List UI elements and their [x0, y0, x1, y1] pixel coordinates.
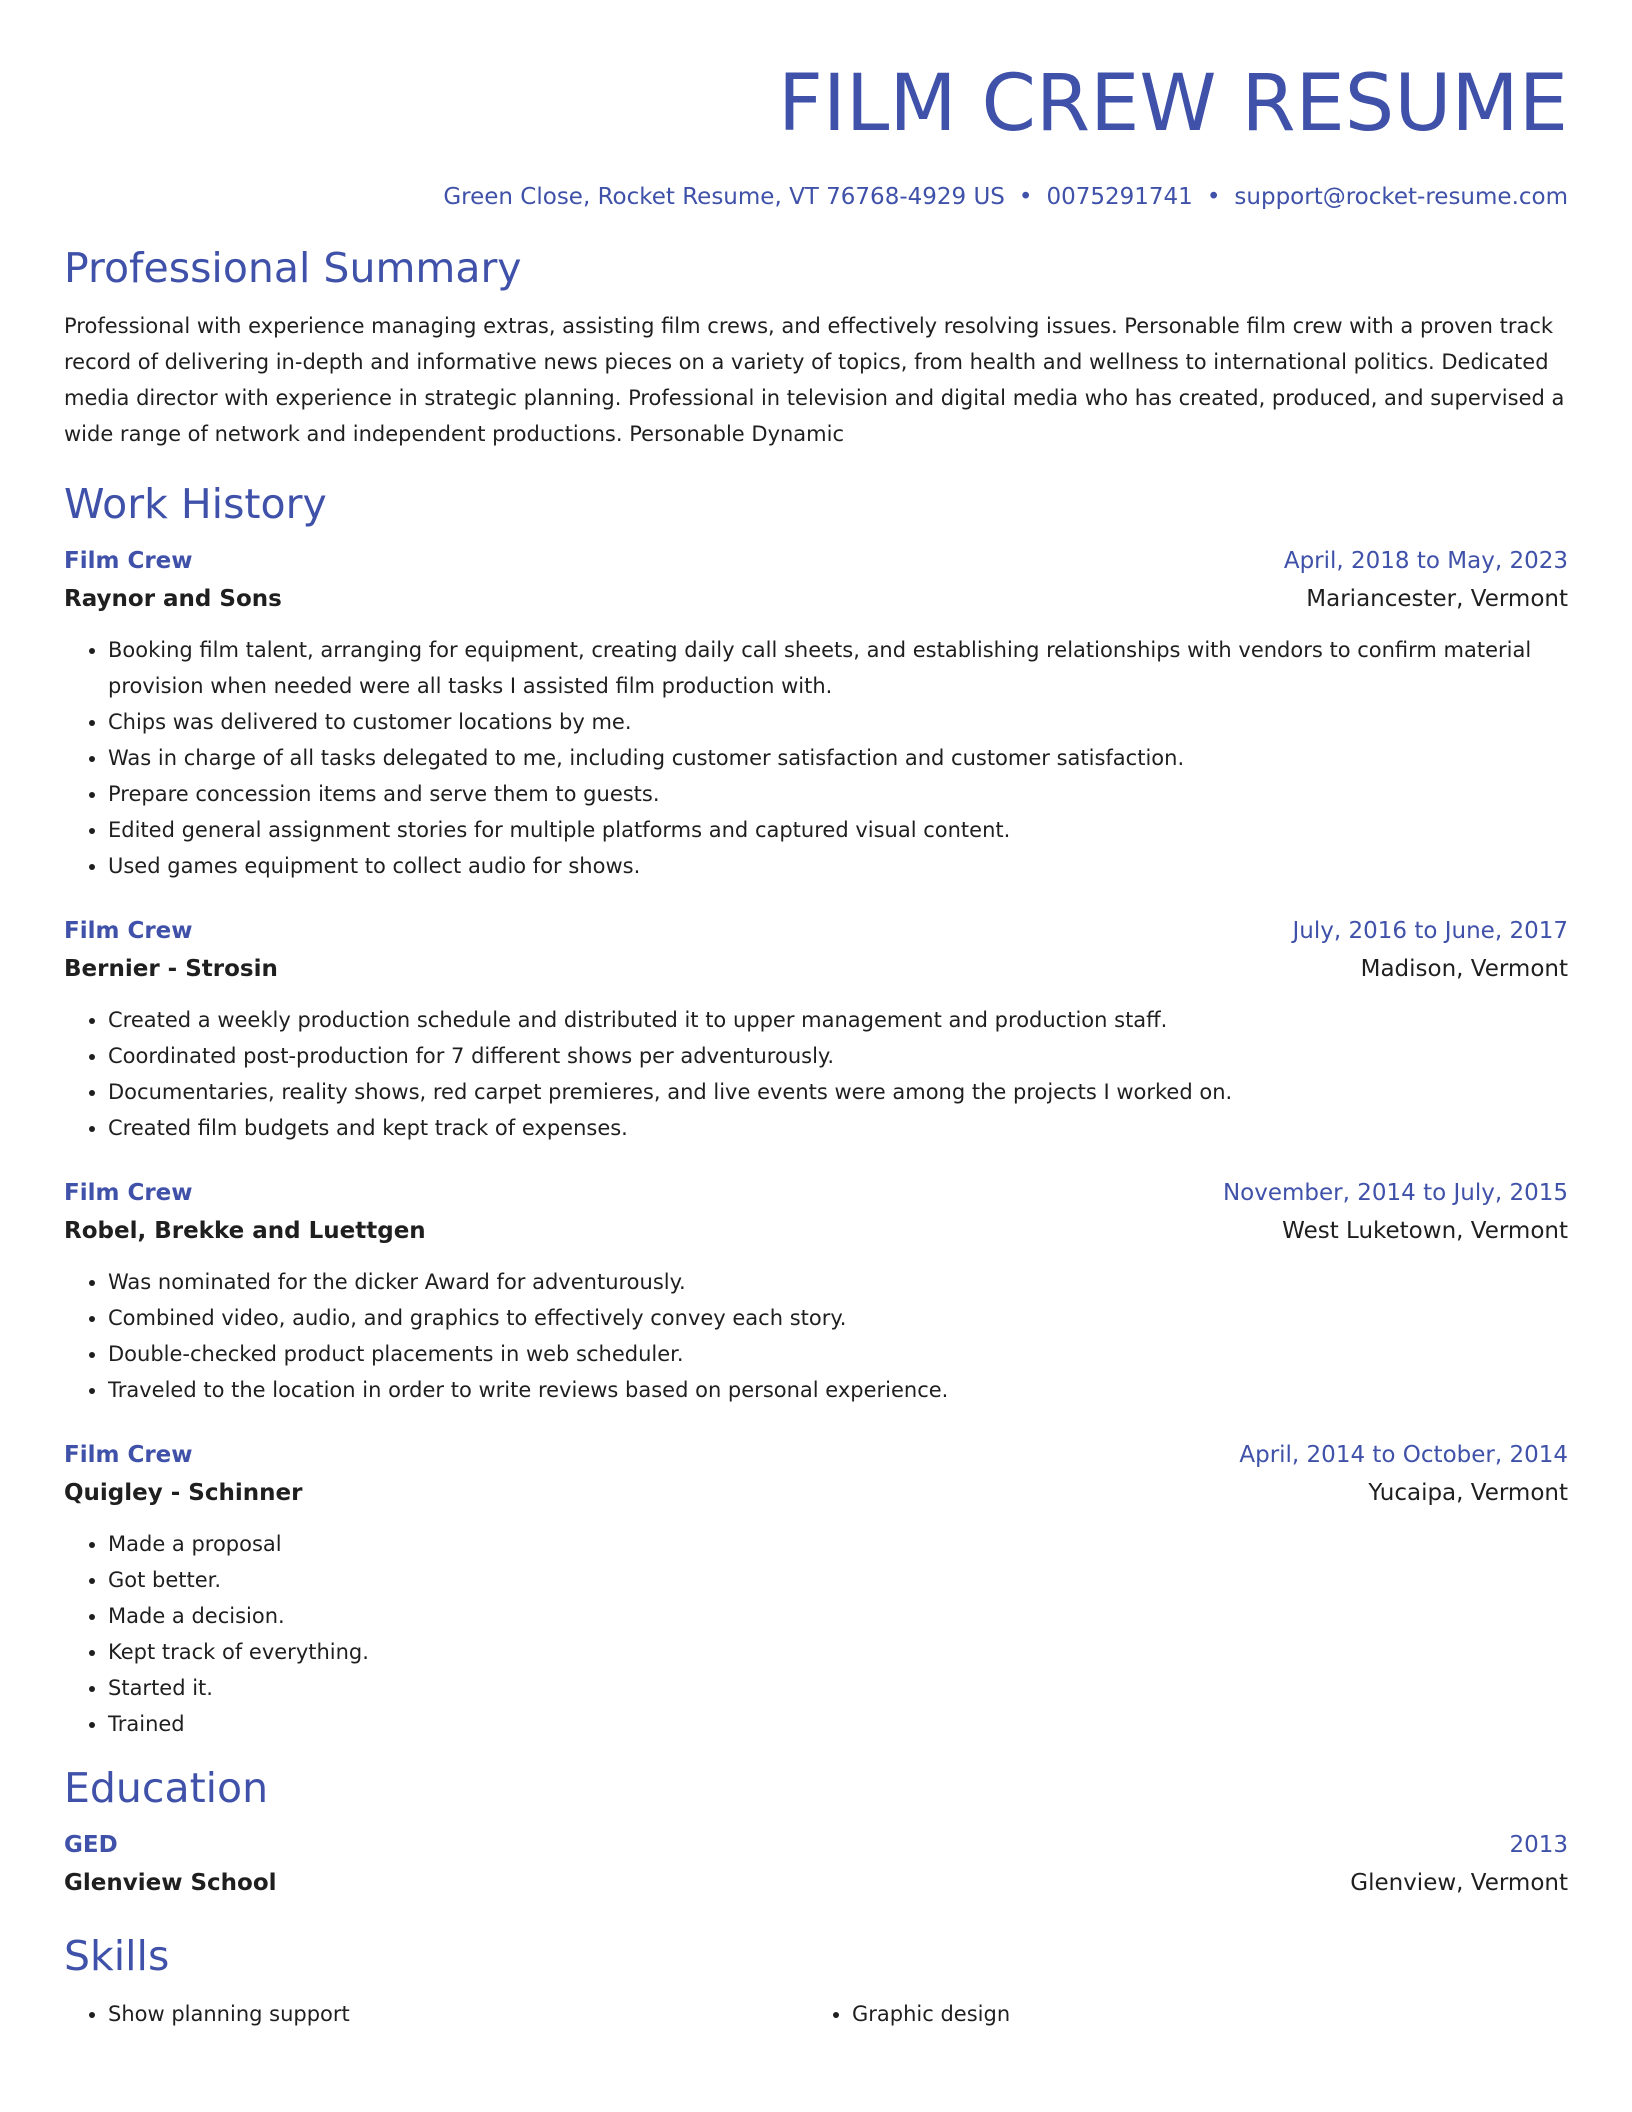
job-company: Quigley - Schinner [64, 1480, 303, 1506]
job-header-row [64, 1174, 1568, 1212]
job-header-row [64, 542, 1568, 580]
job-title: Film Crew [64, 918, 193, 944]
job-bullet: • Chips was delivered to customer locations by me. [108, 704, 1568, 740]
job-bullet: • Kept track of everything. [108, 1634, 1568, 1670]
job-company: Bernier - Strosin [64, 956, 278, 982]
job-bullet: • Coordinated post-production for 7 different shows per adventurously. [108, 1038, 1568, 1074]
job-location: Madison, Vermont [1360, 956, 1568, 982]
skill-item: • Show planning support [108, 1996, 808, 2032]
education-header-row [64, 1826, 1568, 1864]
job-bullet: • Started it. [108, 1670, 1568, 1706]
job-dates: April, 2014 to October, 2014 [1239, 1442, 1568, 1468]
job-entry [64, 1436, 1568, 1742]
job-bullet: • Booking film talent, arranging for equipment, creating daily call sheets, and establishing relationships with vendors to confirm material provision when needed were all tasks I assisted film production with. [108, 632, 1568, 704]
job-company-row [64, 950, 1568, 988]
job-bullet: • Double-checked product placements in web scheduler. [108, 1336, 1568, 1372]
job-bullet: • Documentaries, reality shows, red carpet premieres, and live events were among the projects I worked on. [108, 1074, 1568, 1110]
job-bullet: • Combined video, audio, and graphics to effectively convey each story. [108, 1300, 1568, 1336]
job-dates: November, 2014 to July, 2015 [1222, 1180, 1568, 1206]
job-company-row [64, 1474, 1568, 1512]
skills-column-left [64, 1996, 808, 2032]
job-bullet: • Got better. [108, 1562, 1568, 1598]
resume-name: FILM CREW RESUME [778, 59, 1568, 149]
job-bullet: • Prepare concession items and serve them to guests. [108, 776, 1568, 812]
education-heading: Education [64, 1764, 269, 1812]
skill-item: • Graphic design [852, 1996, 1552, 2032]
job-dates: April, 2018 to May, 2023 [1283, 548, 1568, 574]
contact-email: support@rocket-resume.com [1234, 184, 1568, 210]
summary-text: Professional with experience managing extras, assisting film crews, and effectively resolving issues. Personable film crew with a proven track record of delivering in-depth and informative news pieces on a variety of topics, from health and wellness to international politics. Dedicated media director with experience in strategic planning. Professional in television and digital media who has created, produced, and supervised a wide range of network and independent productions. Personable Dynamic [64, 314, 1565, 446]
job-bullet: • Edited general assignment stories for multiple platforms and captured visual content. [108, 812, 1568, 848]
job-bullet: • Made a proposal [108, 1526, 1568, 1562]
job-location: Mariancester, Vermont [1306, 586, 1568, 612]
resume-page [64, 0, 1568, 2032]
job-bullet: • Was nominated for the dicker Award for adventurously. [108, 1264, 1568, 1300]
contact-address: Green Close, Rocket Resume, VT 76768-4929 US [443, 184, 1005, 210]
work-history-heading: Work History [64, 480, 327, 528]
contact-phone: 0075291741 [1046, 184, 1193, 210]
skills-column-right [808, 1996, 1552, 2032]
skills-list [64, 1996, 1568, 2032]
job-bullet: • Used games equipment to collect audio for shows. [108, 848, 1568, 884]
job-company: Robel, Brekke and Luettgen [64, 1218, 426, 1244]
contact-separator: • [1206, 184, 1221, 210]
job-entry [64, 1174, 1568, 1408]
job-title: Film Crew [64, 1180, 193, 1206]
job-company: Raynor and Sons [64, 586, 282, 612]
job-entry [64, 542, 1568, 884]
job-bullets [64, 1264, 1568, 1408]
job-bullets [64, 1526, 1568, 1742]
job-bullet: • Made a decision. [108, 1598, 1568, 1634]
job-title: Film Crew [64, 548, 193, 574]
job-company-row [64, 580, 1568, 618]
contact-separator: • [1018, 184, 1033, 210]
job-bullets [64, 632, 1568, 884]
job-bullet: • Trained [108, 1706, 1568, 1742]
job-dates: July, 2016 to June, 2017 [1292, 918, 1568, 944]
job-bullet: • Traveled to the location in order to write reviews based on personal experience. [108, 1372, 1568, 1408]
job-title: Film Crew [64, 1442, 193, 1468]
job-location: West Luketown, Vermont [1282, 1218, 1568, 1244]
education-degree: GED [64, 1832, 118, 1858]
job-bullet: • Created film budgets and kept track of expenses. [108, 1110, 1568, 1146]
contact-line [64, 180, 1568, 214]
job-bullets [64, 1002, 1568, 1146]
job-bullet: • Created a weekly production schedule and distributed it to upper management and production staff. [108, 1002, 1568, 1038]
job-bullet: • Was in charge of all tasks delegated to me, including customer satisfaction and customer satisfaction. [108, 740, 1568, 776]
education-school-row [64, 1864, 1568, 1902]
job-company-row [64, 1212, 1568, 1250]
job-header-row [64, 1436, 1568, 1474]
skills-heading: Skills [64, 1932, 170, 1980]
job-header-row [64, 912, 1568, 950]
job-entry [64, 912, 1568, 1146]
education-location: Glenview, Vermont [1350, 1870, 1568, 1896]
job-location: Yucaipa, Vermont [1368, 1480, 1568, 1506]
summary-heading: Professional Summary [64, 244, 522, 292]
education-entry [64, 1826, 1568, 1902]
education-year: 2013 [1509, 1832, 1568, 1858]
education-school: Glenview School [64, 1870, 277, 1896]
